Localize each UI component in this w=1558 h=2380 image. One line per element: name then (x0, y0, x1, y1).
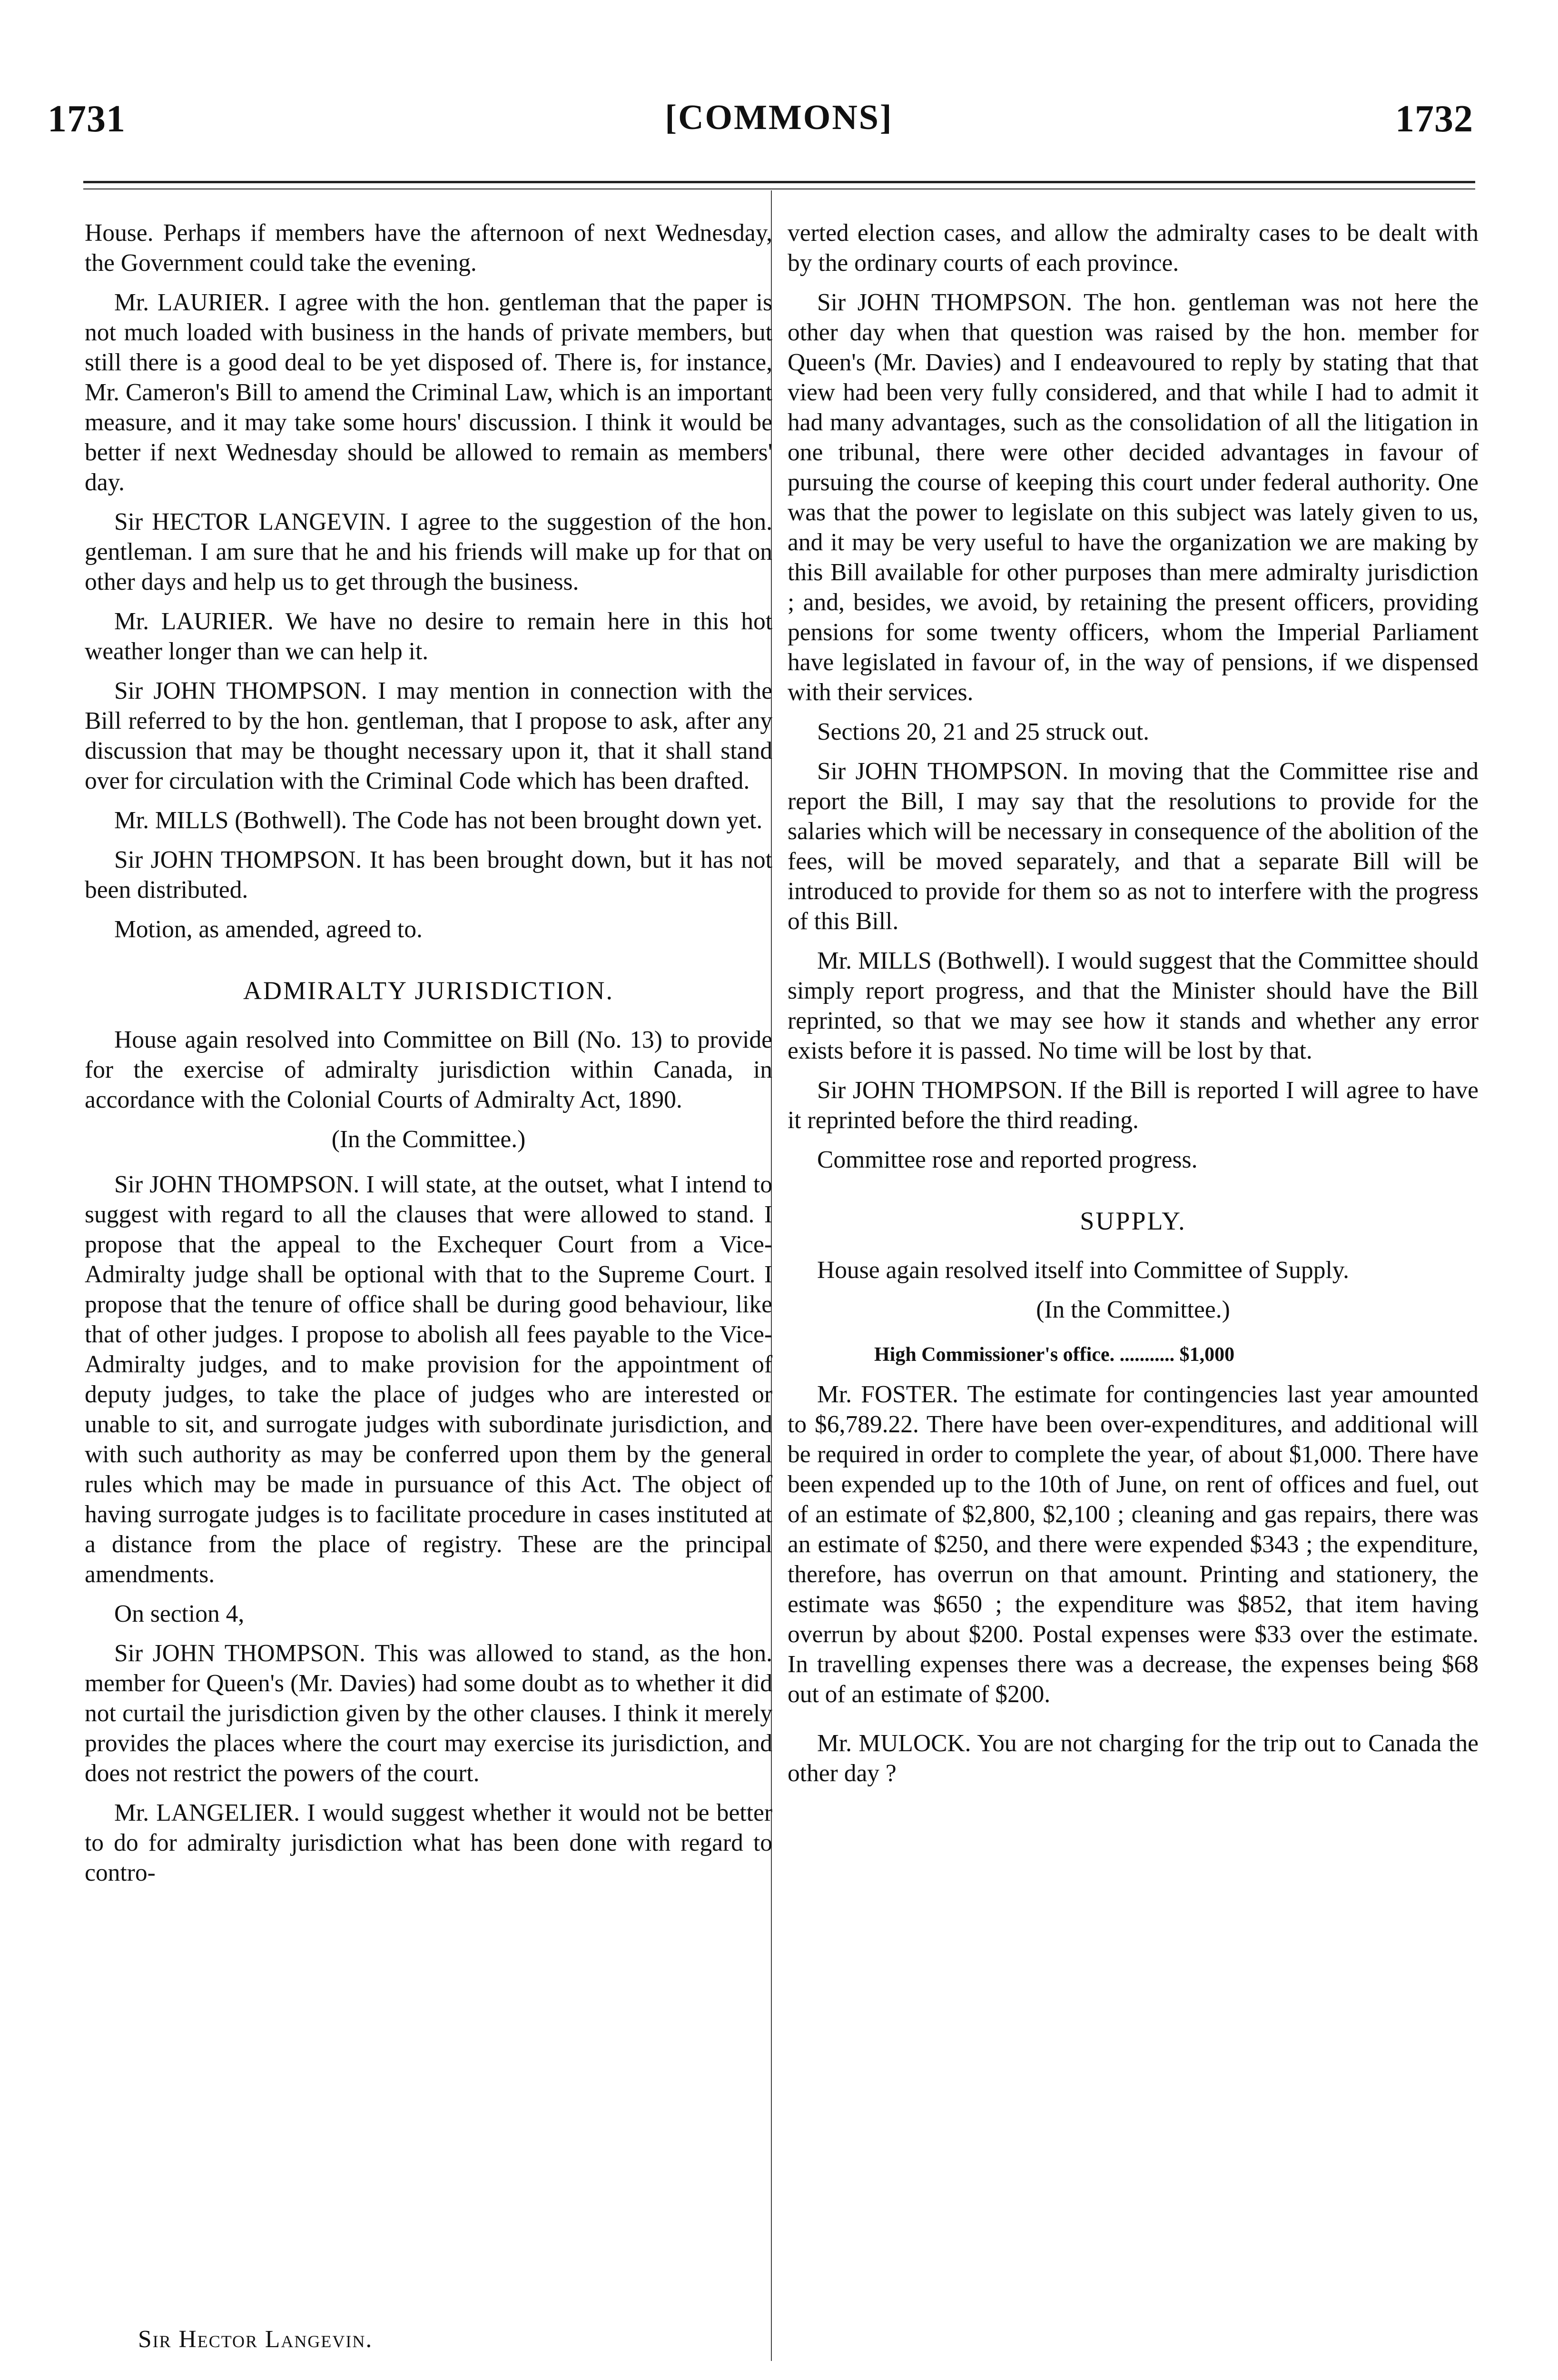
speaker: Sir JOHN THOMPSON. (114, 846, 362, 873)
speech (788, 1075, 1479, 1135)
header-rule-thin (83, 188, 1475, 189)
paragraph: House again resolved into Committee on Bill (No. 13) to provide for the exercise of admiralty jurisdiction within Canada, in accordance with the Colonial Courts of Admiralty Act, 1890. (85, 1026, 772, 1113)
paragraph: Sections 20, 21 and 25 struck out. (817, 718, 1150, 745)
speech (788, 1728, 1479, 1788)
speaker: Mr. MILLS (Bothwell). (817, 947, 1051, 974)
speech (788, 288, 1479, 707)
paragraph: verted election cases, and allow the admiralty cases to be dealt with by the ordinary courts of each province. (788, 219, 1479, 277)
speaker: Mr. MILLS (Bothwell). (114, 807, 347, 834)
speech-text: I may mention in connection with the Bill referred to by the hon. gentleman, that I propose to ask, after any discussion that may be thought necessary upon it, that it shall stand over for circulation with the Criminal Code which has been drafted. (85, 677, 772, 794)
speaker: Sir JOHN THOMPSON. (114, 1171, 360, 1198)
speech (85, 1638, 772, 1788)
left-column (85, 218, 772, 1897)
speech (85, 805, 772, 835)
speaker: Mr. FOSTER. (817, 1381, 958, 1408)
speaker: Mr. LAURIER. (114, 608, 274, 635)
right-column (788, 218, 1479, 1798)
speech (788, 1379, 1479, 1709)
speech (85, 606, 772, 666)
speech-text: In moving that the Committee rise and report the Bill, I may say that the resolutions to provide for the salaries which will be necessary in consequence of the abolition of the fees, will be moved separately, and that a separate Bill will be introduced to provide for them so as not to interfere with the progress of this Bill. (788, 758, 1479, 935)
speaker: Sir JOHN THOMPSON. (817, 1077, 1063, 1104)
speaker: Sir HECTOR LANGEVIN. (114, 508, 392, 536)
speaker: Mr. LANGELIER. (114, 1799, 300, 1826)
speech-text: If the Bill is reported I will agree to have it reprinted before the third reading. (788, 1077, 1479, 1134)
speech-text: You are not charging for the trip out to Canada the other day ? (788, 1730, 1479, 1787)
speech (85, 507, 772, 597)
speech (85, 676, 772, 796)
speaker: Sir JOHN THOMPSON. (114, 677, 367, 704)
speech-text: The estimate for contingencies last year amounted to $6,789.22. There have been over-expenditures, and additional will be required in order to complete the year, of about $1,000. There have been expended up to the 10th of June, on rent of offices and fuel, out of an estimate of $2,800, $2,100 ; cleaning and gas repairs, there was an estimate of $250, and there were expended $343 ; the expenditure, therefore, has overrun on that amount. Printing and stationery, the estimate was $650 ; the expenditure was $852, that item having overrun by about $200. Postal expenses were $33 over the estimate. In travelling expenses there was a decrease, the expenses being $68 out of an estimate of $200. (788, 1381, 1479, 1708)
speech (85, 1170, 772, 1589)
speech-text: I agree to the suggestion of the hon. gentleman. I am sure that he and his friends will make up for that on other days and help us to get through the business. (85, 508, 772, 595)
paragraph: Committee rose and reported progress. (817, 1146, 1198, 1173)
committee-note: (In the Committee.) (1036, 1296, 1230, 1323)
section-heading: SUPPLY. (1080, 1207, 1186, 1235)
speaker: Sir JOHN THOMPSON. (817, 289, 1073, 316)
page-number-left: 1731 (48, 98, 126, 140)
speaker: Sir JOHN THOMPSON. (817, 758, 1069, 785)
paragraph: On section 4, (114, 1600, 245, 1627)
paragraph: Motion, as amended, agreed to. (114, 916, 423, 943)
speech-text: The Code has not been brought down yet. (347, 807, 763, 834)
paragraph: House again resolved itself into Committee of Supply. (817, 1257, 1350, 1284)
speech-text: I would suggest whether it would not be better to do for admiralty jurisdiction what has been done with regard to contro- (85, 1799, 772, 1886)
speech-text: The hon. gentleman was not here the other day when that question was raised by the hon. member for Queen's (Mr. Davies) and I endeavoured to reply by stating that that view had been very fully considered, and that while I had to admit it had many advantages, such as the consolidation of all the litigation in one tribunal, there were other decided advantages in favour of pursuing the course of keeping this court under federal authority. One was that the power to legislate on this subject was lately given to us, and it may be very useful to have the organization we are making by this Bill available for other purposes than mere admiralty jurisdiction ; and, besides, we avoid, by retaining the present officers, providing pensions for some twenty officers, whom the Imperial Parliament have legislated in favour of, in the way of pensions, if we dispensed with their services. (788, 289, 1479, 706)
speaker: Mr. MULOCK. (817, 1730, 971, 1757)
speech (788, 756, 1479, 936)
page-number-right: 1732 (1395, 98, 1473, 140)
speech-text: I agree with the hon. gentleman that the paper is not much loaded with business in the hands of private members, but still there is a good deal to be yet disposed of. There is, for instance, Mr. Cameron's Bill to amend the Criminal Law, which is an important measure, and it may take some hours' discussion. I think it would be better if next Wednesday should be allowed to remain as members' day. (85, 289, 772, 496)
speaker: Sir JOHN THOMPSON. (114, 1640, 365, 1667)
speech-text: We have no desire to remain here in this hot weather longer than we can help it. (85, 608, 773, 665)
section-heading: ADMIRALTY JURISDICTION. (243, 976, 614, 1005)
speech (788, 946, 1479, 1066)
speech-text: I would suggest that the Committee should simply report progress, and that the Minister should have the Bill reprinted, so that we may see how it stands and whether any error exists before it is passed. No time will be lost by that. (788, 947, 1479, 1064)
speech (85, 1798, 772, 1888)
committee-note: (In the Committee.) (331, 1126, 526, 1153)
speaker: Mr. LAURIER. (114, 289, 270, 316)
speech-text: I will state, at the outset, what I intend to suggest with regard to all the clauses that were allowed to stand. I propose that the appeal to the Exchequer Court from a Vice-Admiralty judge shall be optional with that to the Supreme Court. I propose that the tenure of office shall be during good behaviour, like that of other judges. I propose to abolish all fees payable to the Vice-Admiralty judges, and to make provision for the appointment of deputy judges, to take the place of judges who are interested or unable to sit, and surrogate judges with subordinate jurisdiction, and with such authority as may be conferred upon them by the general rules which may be made in pursuance of this Act. The object of having surrogate judges is to facilitate procedure in cases instituted at a distance from the place of registry. These are the principal amendments. (85, 1171, 772, 1588)
speech-text: This was allowed to stand, as the hon. member for Queen's (Mr. Davies) had some doubt as to whether it did not curtail the jurisdiction given by the other clauses. I think it merely provides the places where the court may exercise its jurisdiction, and does not restrict the powers of the court. (85, 1640, 772, 1787)
running-head: [COMMONS] (665, 98, 893, 137)
catchword: Sir Hector Langevin. (138, 2326, 373, 2353)
header-rule-thick (83, 181, 1475, 183)
estimate-line: High Commissioner's office. ........... $1,000 (874, 1344, 1235, 1366)
speech-text: It has been brought down, but it has not been distributed. (85, 846, 772, 903)
speech (85, 845, 772, 905)
speech (85, 288, 772, 497)
paragraph: House. Perhaps if members have the afternoon of next Wednesday, the Government could take the evening. (85, 219, 772, 277)
